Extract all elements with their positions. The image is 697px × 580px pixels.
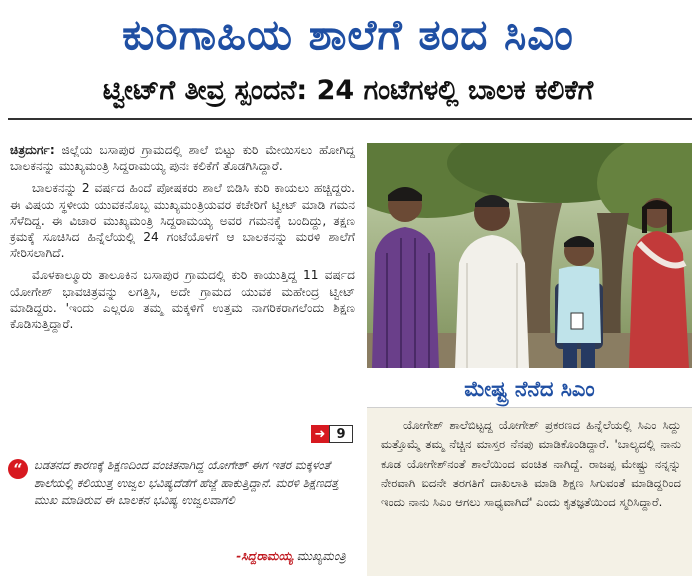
quote-author: -ಸಿದ್ದರಾಮಯ್ಯ: [236, 549, 293, 563]
article-paragraph-2: ಬಾಲಕನನ್ನು 2 ವರ್ಷದ ಹಿಂದೆ ಪೋಷಕರು ಶಾಲೆ ಬಿಡಿಸಿ ಕುರಿ ಕಾಯಲು ಹಚ್ಚಿದ್ದರು. ಈ ವಿಷಯ ಸ್ಥಳೀಯ ಯುವಕನೊಬ್ಬ ಮುಖ್ಯಮಂತ್ರಿಯವರ ಕಚೇರಿಗೆ ಟ್ವೀಟ್ ಮಾಡಿ ಗಮನ ಸೆಳೆದಿದ್ದ. ಈ ವಿಚಾರ ಮುಖ್ಯಮಂತ್ರಿ ಸಿದ್ದರಾಮಯ್ಯ ಅವರ ಗಮನಕ್ಕೆ ಬಂದಿದ್ದು, ತಕ್ಷಣ ಕ್ರಮಕ್ಕೆ ಸೂಚಿಸಿದ ಹಿನ್ನೆಲೆಯಲ್ಲಿ 24 ಗಂಟೆಯೊಳಗೆ ಆ ಬಾಲಕನನ್ನು ಮರಳಿ ಶಾಲೆಗೆ ಸೇರಿಸಲಾಗಿದೆ.: [10, 181, 355, 261]
jump-page-number: 9: [329, 425, 353, 443]
article-paragraph-3: ಮೊಳಕಾಲ್ಮೂರು ತಾಲೂಕಿನ ಬಸಾಪುರ ಗ್ರಾಮದಲ್ಲಿ ಕುರಿ ಕಾಯುತ್ತಿದ್ದ 11 ವರ್ಷದ ಯೋಗೇಶ್ ಭಾವಚಿತ್ರವನ್ನು ಲಗತ್ತಿಸಿ, ಅದೇ ಗ್ರಾಮದ ಯುವಕ ಮಹೇಂದ್ರ ಟ್ವೀಟ್ ಮಾಡಿದ್ದರು. 'ಇಂದು ಎಲ್ಲರೂ ತಮ್ಮ ಮಕ್ಕಳಿಗೆ ಉತ್ತಮ ನಾಗರಿಕರಾಗಲೆಂದು ಶಿಕ್ಷಣ ಕೊಡಿಸುತ್ತಿದ್ದಾರೆ.: [10, 268, 355, 332]
quote-text: ಬಡತನದ ಕಾರಣಕ್ಕೆ ಶಿಕ್ಷಣದಿಂದ ವಂಚಿತನಾಗಿದ್ದ ಯೋಗೇಶ್ ಈಗ ಇತರ ಮಕ್ಕಳಂತೆ ಶಾಲೆಯಲ್ಲಿ ಕಲಿಯುತ್ತ ಉಜ್ವಲ ಭವಿಷ್ಯದೆಡೆಗೆ ಹೆಜ್ಜೆ ಹಾಕುತ್ತಿದ್ದಾನೆ. ಮರಳಿ ಶಿಕ್ಷಣದತ್ತ ಮುಖ ಮಾಡಿರುವ ಈ ಬಾಲಕನ ಭವಿಷ್ಯ ಉಜ್ವಲವಾಗಲಿ: [34, 458, 339, 507]
divider: [8, 118, 692, 120]
quote-attribution: [136, 549, 346, 564]
dateline: ಚಿತ್ರದುರ್ಗ:: [10, 143, 55, 157]
quote-icon: “: [8, 459, 28, 479]
quote-designation: ಮುಖ್ಯಮಂತ್ರಿ: [296, 549, 346, 563]
article-paragraph-1: [10, 142, 355, 174]
arrow-right-icon: ➜: [311, 425, 329, 443]
cm-quote: [6, 457, 349, 575]
news-photo: [367, 143, 692, 368]
article-body: [10, 142, 355, 338]
sidebar-title: ಮೇಷ್ಟ್ರ ನೆನೆದ ಸಿಎಂ: [367, 371, 692, 408]
headline: ಕುರಿಗಾಹಿಯ ಶಾಲೆಗೆ ತಂದ ಸಿಎಂ: [122, 10, 574, 59]
subheadline: ಟ್ವೀಟ್‌ಗೆ ತೀವ್ರ ಸ್ಪಂದನೆ: 24 ಗಂಟೆಗಳಲ್ಲಿ ಬಾಲಕ ಕಲಿಕೆಗೆ: [102, 75, 594, 106]
sidebar-text: ಯೋಗೇಶ್ ಶಾಲೆಬಿಟ್ಟದ್ದ ಯೋಗೇಶ್ ಪ್ರಕರಣದ ಹಿನ್ನೆಲೆಯಲ್ಲಿ ಸಿಎಂ ಸಿದ್ದು ಮತ್ತೊಮ್ಮೆ ತಮ್ಮ ನೆಚ್ಚಿನ ಮಾಸ್ತರ ನೆನಪು ಮಾಡಿಕೊಂಡಿದ್ದಾರೆ. 'ಬಾಲ್ಯದಲ್ಲಿ ನಾನು ಕೂಡ ಯೋಗೇಶ್‌ನಂತೆ ಶಾಲೆಯಿಂದ ವಂಚಿತ ನಾಗಿದ್ದೆ. ರಾಜಪ್ಪ ಮೇಷ್ಟ್ರು ನನ್ನನ್ನು ನೇರವಾಗಿ ಐದನೇ ತರಗತಿಗೆ ದಾಖಲಾತಿ ಮಾಡಿ ಶಿಕ್ಷಣ ಸಿಗುವಂತೆ ಮಾಡಿದ್ದರಿಂದ ಇಂದು ನಾನು ಸಿಎಂ ಆಗಲು ಸಾಧ್ಯವಾಗಿದೆ' ಎಂದು ಕೃತಜ್ಞತೆಯಿಂದ ಸ್ಮರಿಸಿದ್ದಾರೆ.: [381, 418, 681, 510]
continued-on-page[interactable]: [311, 425, 353, 443]
paragraph-1-text: ಜಿಲ್ಲೆಯ ಬಸಾಪುರ ಗ್ರಾಮದಲ್ಲಿ ಶಾಲೆ ಬಿಟ್ಟು ಕುರಿ ಮೇಯಿಸಲು ಹೋಗಿದ್ದ ಬಾಲಕನನ್ನು ಮುಖ್ಯಮಂತ್ರಿ ಸಿದ್ದರಾಮಯ್ಯ ಪುನಃ ಕಲಿಕೆಗೆ ತೊಡಗಿಸಿದ್ದಾರೆ.: [10, 143, 355, 174]
photo-illustration: [367, 143, 692, 368]
sidebar-box: [367, 408, 692, 576]
